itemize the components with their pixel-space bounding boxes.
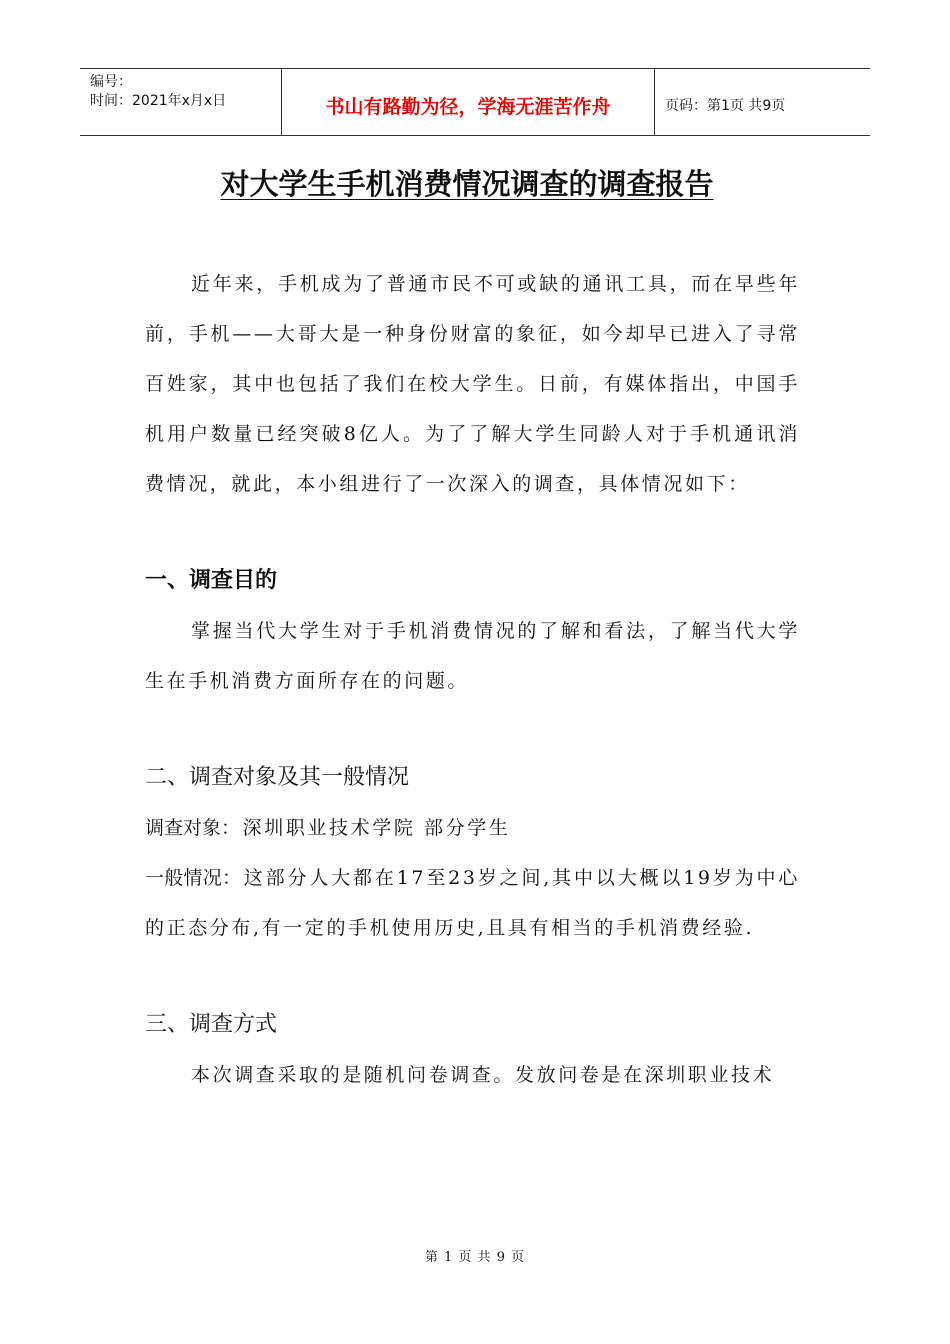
- section-spacer: [145, 953, 800, 1000]
- general-text: ：这部分人大都在17至23岁之间,其中以大概以19岁为中心的正态分布,有一定的手机使用历史,且具有相当的手机消费经验.: [145, 867, 800, 939]
- header-meta-cell: [80, 69, 282, 135]
- intro-paragraph: 近年来，手机成为了普通市民不可或缺的通讯工具，而在早些年前，手机——大哥大是一种身份财富的象征，如今却早已进入了寻常百姓家，其中也包括了我们在校大学生。日前，有媒体指出，中国手机用户数量已经突破8亿人。为了了解大学生同龄人对于手机通讯消费情况，就此，本小组进行了一次深入的调查，具体情况如下：: [145, 273, 800, 495]
- subject-label: 调查对象: [145, 817, 222, 839]
- general-paragraph: [145, 853, 800, 953]
- general-label: 一般情况: [145, 867, 222, 889]
- time-label: 时间：2021年x月x日: [90, 93, 227, 109]
- number-label: 编号：: [90, 74, 132, 90]
- section-spacer: [145, 706, 800, 753]
- header-motto-cell: [282, 69, 655, 135]
- document-header-table: [80, 68, 870, 136]
- page-info: 页码：第1页 共9页: [665, 98, 786, 114]
- section-spacer: [145, 509, 800, 556]
- section2-heading: 二、调查对象及其一般情况: [145, 765, 410, 790]
- section3-paragraph: 本次调查采取的是随机问卷调查。发放问卷是在深圳职业技术: [191, 1064, 775, 1086]
- document-title-text: 对大学生手机消费情况调查的调查报告: [220, 167, 714, 201]
- section1-paragraph: 掌握当代大学生对于手机消费情况的了解和看法，了解当代大学生在手机消费方面所存在的问题。: [145, 620, 800, 692]
- motto-text: 书山有路勤为径，学海无涯苦作舟: [325, 95, 611, 118]
- document-title: [0, 162, 950, 203]
- subject-text: ：深圳职业技术学院 部分学生: [221, 817, 511, 839]
- header-page-cell: [655, 69, 870, 135]
- subject-paragraph: [145, 803, 800, 853]
- document-body: [145, 259, 800, 1100]
- section3-heading: 三、调查方式: [145, 1012, 278, 1037]
- section1-heading: 一、调查目的: [145, 568, 278, 593]
- footer-page-label: 第 1 页 共 9 页: [424, 1250, 526, 1265]
- page-footer: [0, 1246, 950, 1265]
